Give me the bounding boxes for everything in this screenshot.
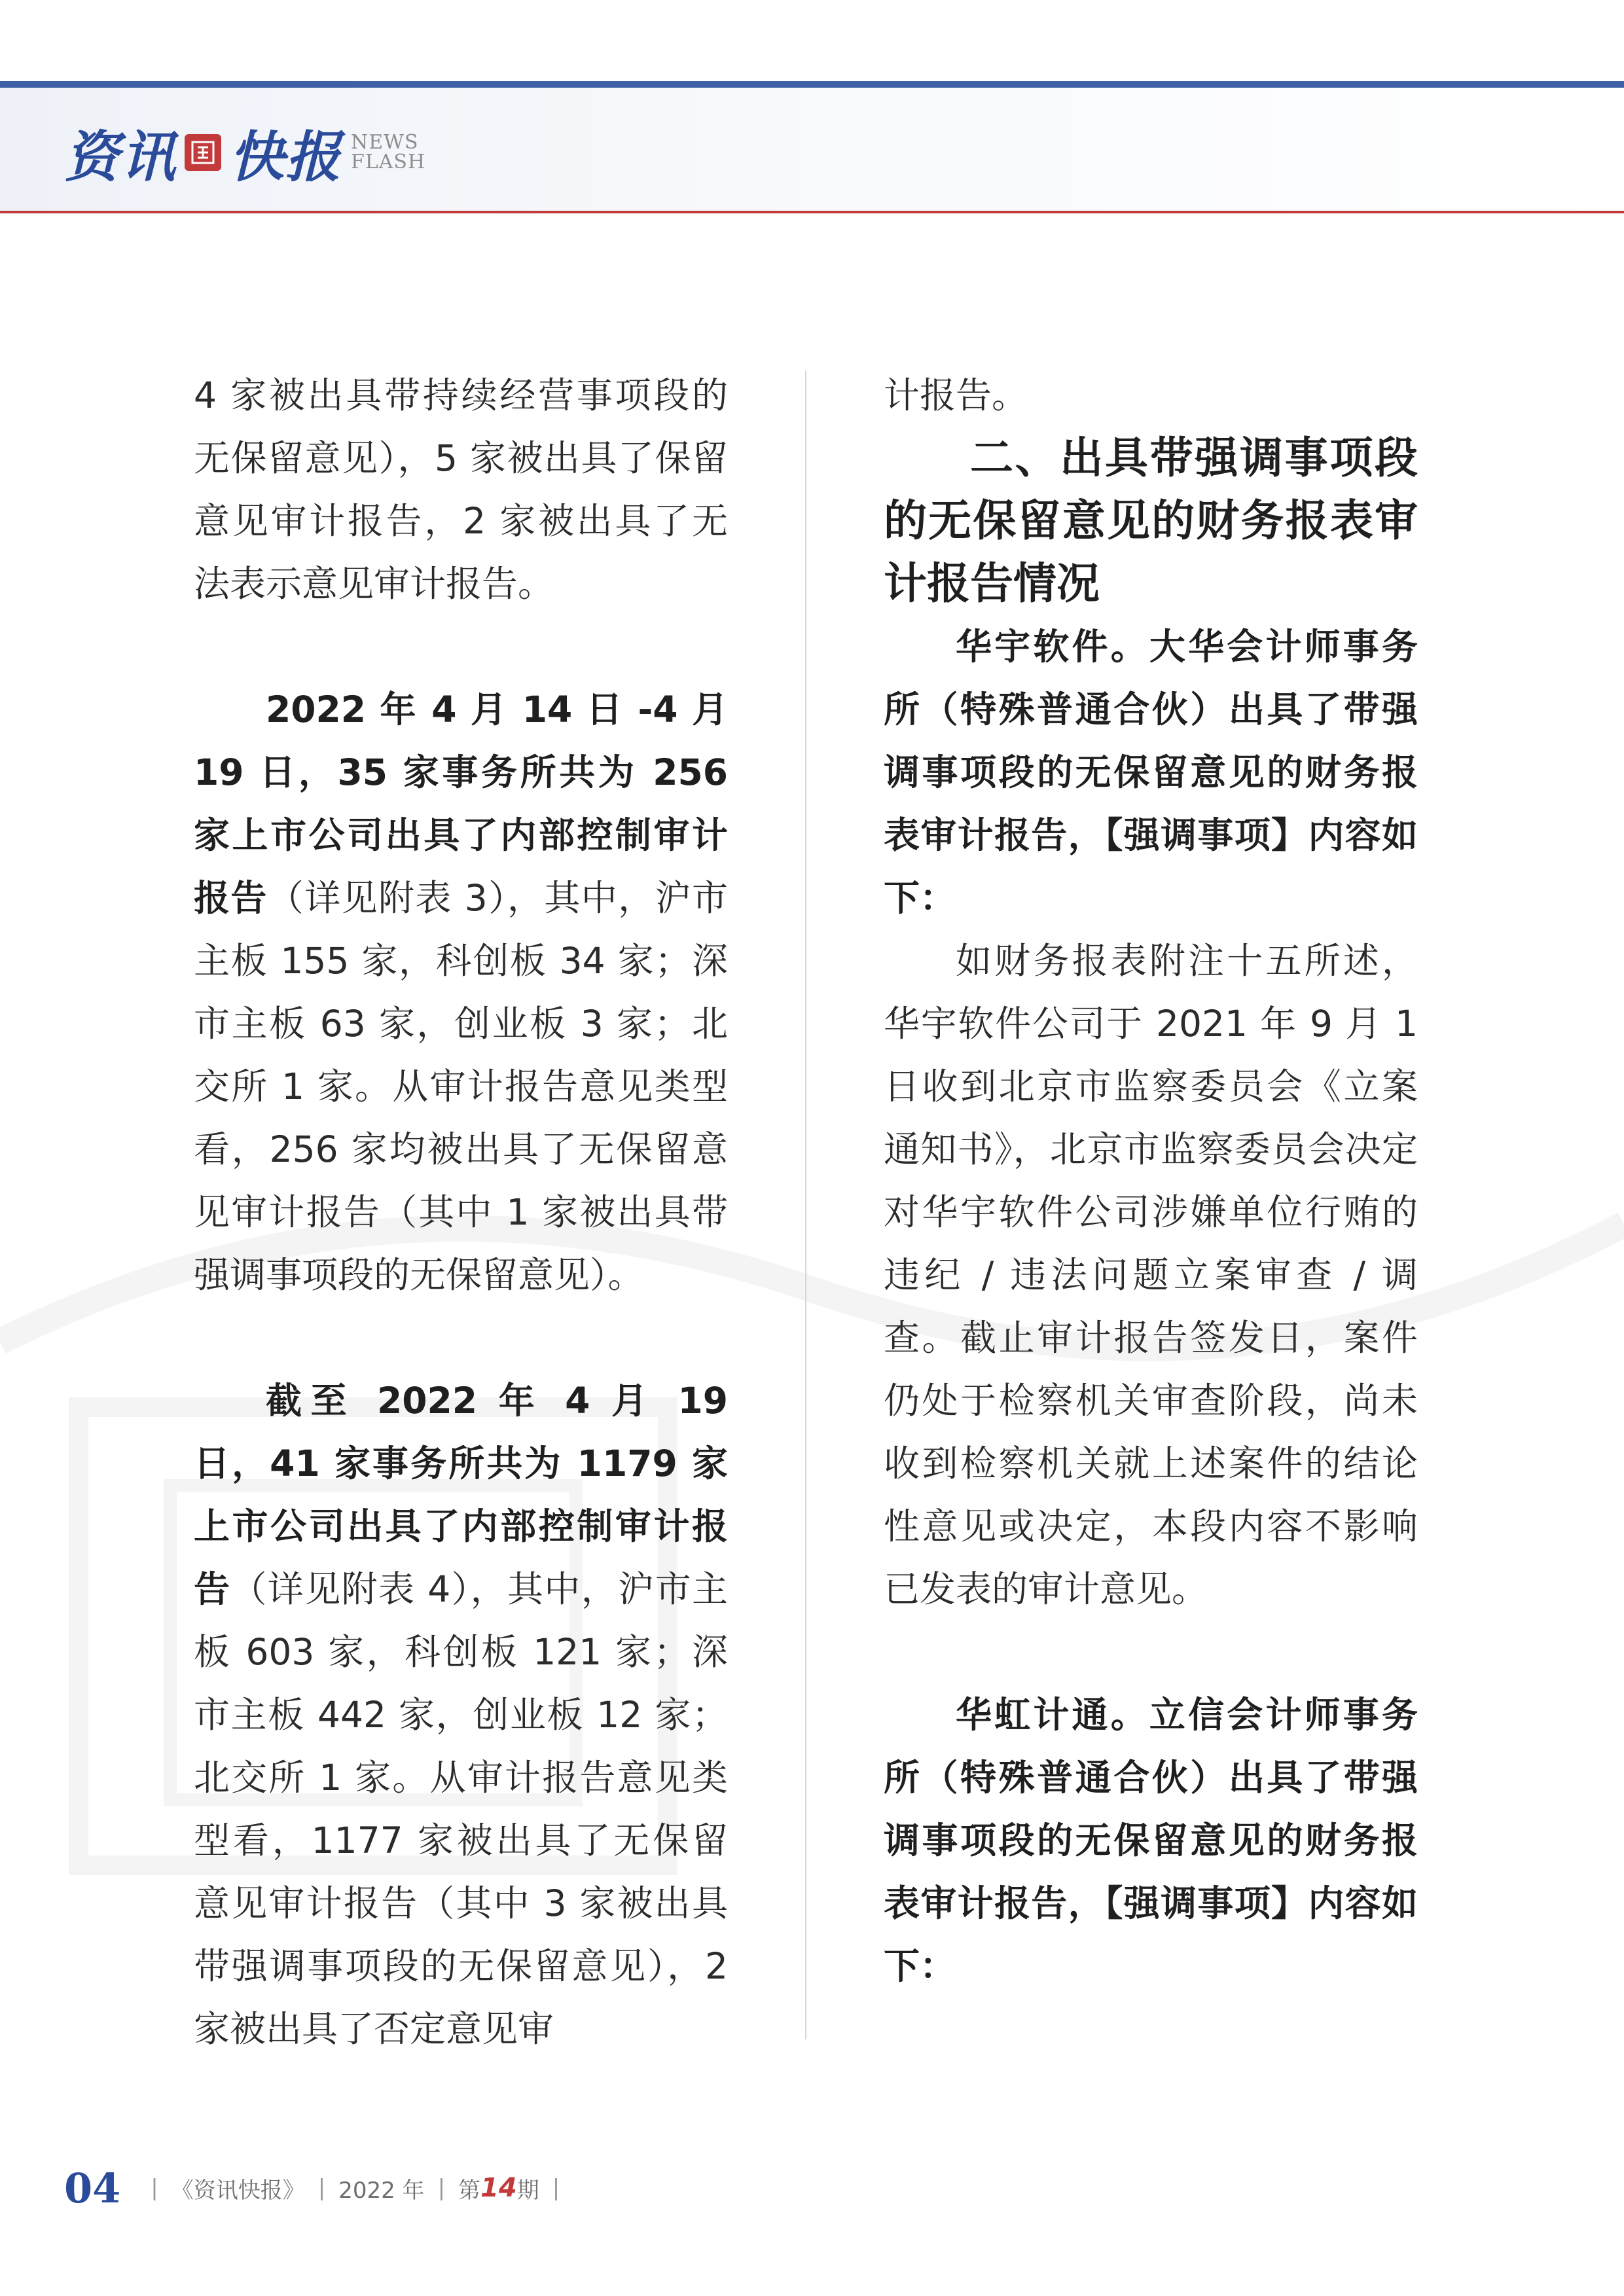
section-heading: 二、出具带强调事项段的无保留意见的财务报表审计报告情况	[884, 433, 1418, 609]
footer-year: 2022 年	[338, 2177, 425, 2204]
masthead-english-line2: FLASH	[351, 151, 426, 173]
case-heading-text: 华宇软件。大华会计师事务所（特殊普通合伙）出具了带强调事项段的无保留意见的财务报表审计报告，【强调事项】内容如下：	[884, 626, 1418, 919]
paragraph	[194, 678, 728, 1306]
footer-separator: |	[437, 2175, 446, 2201]
paragraph: 如财务报表附注十五所述，华宇软件公司于 2021 年 9 月 1 日收到北京市监察委员会《立案通知书》，北京市监察委员会决定对华宇软件公司涉嫌单位行贿的违纪 / 违法问题立案审查 / 调查。截止审计报告签发日，案件仍处于检察机关审查阶段，尚未收到检察机关就上述案件的结论性意见或决定，本段内容不影响已发表的审计意见。	[884, 940, 1418, 1610]
paragraph-lead: 截至 2022 年 4 月 19 日，41 家事务所共为 1179 家上市公司出具了内部控制审计报告	[194, 1380, 728, 1610]
footer-publication: 《资讯快报》	[171, 2177, 305, 2204]
masthead-title-part1: 资讯	[64, 124, 177, 189]
header-rule	[0, 211, 1624, 213]
case-heading	[884, 1683, 1418, 1998]
masthead-english-line1: NEWS	[351, 131, 419, 154]
left-column	[194, 364, 728, 2060]
masthead-english	[351, 133, 425, 172]
page-footer	[64, 2159, 573, 2217]
right-column	[884, 364, 1418, 1998]
footer-issue-suffix: 期	[516, 2177, 539, 2204]
footer-issue-prefix: 第	[458, 2177, 481, 2204]
paragraph-body: （详见附表 3），其中，沪市主板 155 家，科创板 34 家；深市主板 63 家，创业板 3 家；北交所 1 家。从审计报告意见类型看，256 家均被出具了无保留意见审计报告（其中 1 家被出具带强调事项段的无保留意见）。	[194, 877, 728, 1296]
paragraph-body: （详见附表 4），其中，沪市主板 603 家，科创板 121 家；深市主板 442 家，创业板 12 家；北交所 1 家。从审计报告意见类型看，1177 家被出具了无保留意见审计报告（其中 3 家被出具带强调事项段的无保留意见），2 家被出具了否定意见审	[194, 1568, 728, 2050]
page-number: 04	[64, 2164, 121, 2212]
footer-separator: |	[552, 2175, 560, 2201]
paragraph-lead: 2022 年 4 月 14 日 -4 月 19 日，35 家事务所共为 256 家上市公司出具了内部控制审计报告	[194, 689, 728, 919]
footer-separator: |	[151, 2175, 158, 2201]
masthead-logo	[64, 117, 425, 188]
case-heading	[884, 615, 1418, 929]
paragraph	[194, 1369, 728, 2060]
header-top-bar	[0, 81, 1624, 88]
case-heading-text: 华虹计通。立信会计师事务所（特殊普通合伙）出具了带强调事项段的无保留意见的财务报表审计报告，【强调事项】内容如下：	[884, 1694, 1418, 1987]
paragraph: 计报告。	[884, 374, 1028, 416]
paragraph: 4 家被出具带持续经营事项段的无保留意见），5 家被出具了保留意见审计报告，2 家被出具了无法表示意见审计报告。	[194, 374, 728, 605]
footer-separator: |	[317, 2175, 326, 2201]
column-divider	[805, 370, 806, 2039]
masthead-title-part2: 快报	[229, 124, 342, 189]
seal-stamp-icon	[185, 134, 221, 171]
footer-issue-number: 14	[480, 2173, 517, 2203]
